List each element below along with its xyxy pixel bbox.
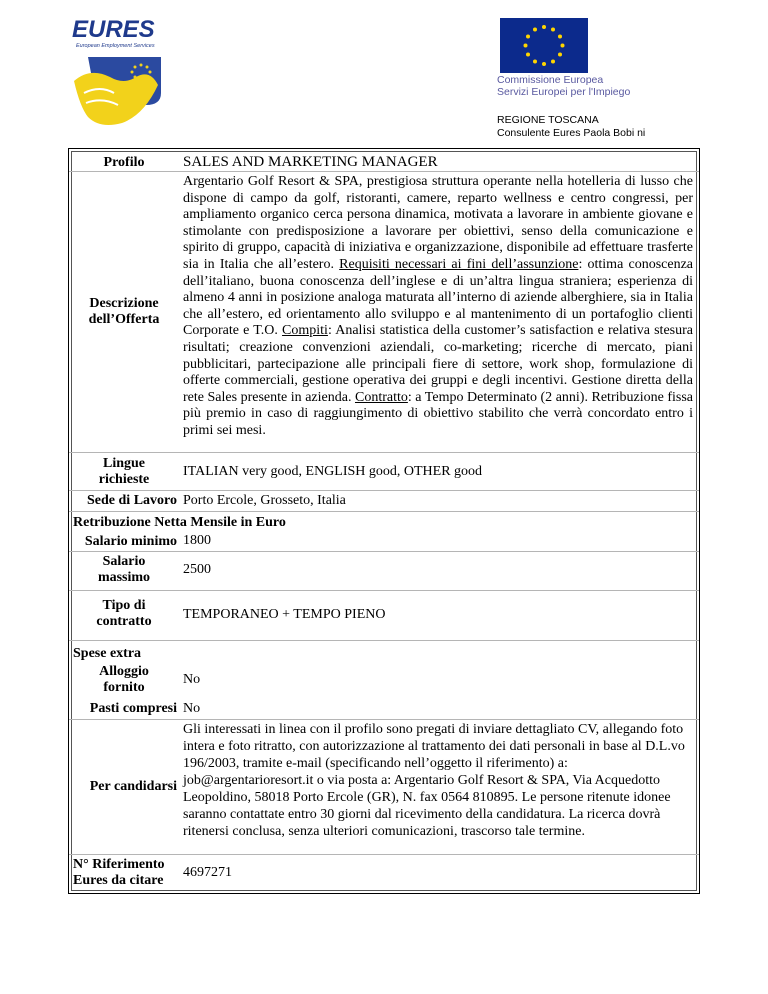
- divider: [69, 854, 699, 855]
- divider: [69, 551, 699, 552]
- divider: [69, 490, 699, 491]
- languages-label: [69, 456, 179, 488]
- reference-label-line2: Eures da citare: [73, 873, 164, 888]
- languages-label-line1: Lingue: [102, 456, 145, 471]
- contract-value: TEMPORANEO + TEMPO PIENO: [183, 607, 386, 622]
- extras-heading: Spese extra: [73, 646, 142, 661]
- description-label: [69, 296, 179, 328]
- eu-flag-icon: [500, 18, 588, 73]
- housing-label: [69, 664, 179, 696]
- reference-value: 4697271: [183, 865, 232, 880]
- description-text-3: : Analisi statistica della customer’s satisfaction e relativa stesura risultati; creazione convenzioni aziendali, co-marketing; ricerche di mercato, piani pubblicitari, partecipazione alle principali fiere di settore, work shop, formulazione di offerte commerciali, gestione operativa dei gruppi e degli incentivi. Gestione diretta della rete Sales presente in azienda.: [183, 323, 693, 405]
- divider: [69, 452, 699, 453]
- salary-max-label-line1: Salario: [102, 554, 146, 569]
- eu-commission-text: [497, 74, 630, 98]
- eures-logo: [66, 15, 186, 133]
- meals-value: No: [183, 701, 201, 716]
- profile-label: Profilo: [103, 155, 145, 170]
- divider: [69, 719, 699, 720]
- contract-label-line1: Tipo di: [102, 598, 146, 613]
- region-info: [497, 114, 645, 140]
- divider: [69, 590, 699, 591]
- housing-label-line2: fornito: [103, 680, 145, 695]
- eures-logo-text: EURES: [72, 16, 155, 43]
- profile-value: SALES AND MARKETING MANAGER: [183, 154, 438, 170]
- workplace-label: Sede di Lavoro: [87, 493, 177, 508]
- salary-min-value: 1800: [183, 533, 211, 548]
- description-value: [183, 174, 693, 440]
- contract-label-line2: contratto: [96, 614, 152, 629]
- eu-commission-line2: Servizi Europei per l'Impiego: [497, 86, 631, 98]
- description-text-4: : a Tempo Determinato (2 anni). Retribuzione fissa più premio in caso di raggiungimento di obiettivo stabilito che verrà concordato entro i primi sei mesi.: [183, 389, 694, 438]
- salary-max-label: [69, 554, 179, 586]
- reference-label-line1: N° Riferimento: [73, 857, 165, 872]
- apply-label: Per candidarsi: [89, 779, 177, 794]
- divider: [69, 171, 699, 172]
- reference-label: [73, 857, 183, 889]
- languages-value: ITALIAN very good, ENGLISH good, OTHER good: [183, 464, 483, 479]
- description-text-1: Argentario Golf Resort & SPA, prestigiosa struttura operante nella hotelleria di lusso che dispone di campo da golf, ristoranti, camere, reparto wellness e centro congressi, per ampliamento organico cerca persona dinamica, motivata a lavorare in ambiente giovane e stimolante con predisposizione a lavorare per obiettivi, senso della comunicazione e spirito di gruppo, capacità di iniziativa e organizzazione, disponibile ad effettuare trasferte sia in Italia che all’estero.: [183, 174, 693, 272]
- region-name: REGIONE TOSCANA: [497, 114, 599, 126]
- workplace-value: Porto Ercole, Grosseto, Italia: [183, 493, 346, 508]
- housing-value: No: [183, 672, 201, 687]
- job-offer-table: [68, 148, 700, 894]
- meals-label: Pasti compresi: [89, 701, 177, 716]
- consultant-name: Consulente Eures Paola Bobi ni: [497, 127, 646, 139]
- contract-heading: Contratto: [354, 389, 408, 405]
- contract-label: [69, 598, 179, 630]
- description-label-line2: dell’Offerta: [88, 312, 160, 327]
- divider: [69, 640, 699, 641]
- tasks-heading: Compiti: [282, 323, 328, 339]
- eu-commission-line1: Commissione Europea: [497, 74, 604, 86]
- housing-label-line1: Alloggio: [99, 664, 149, 679]
- salary-heading: Retribuzione Netta Mensile in Euro: [73, 515, 286, 530]
- salary-min-label: Salario minimo: [84, 534, 177, 549]
- description-text-2: : ottima conoscenza dell’italiano, buona conoscenza dell’inglese e di un’altra lingua straniera; esperienza di almeno 4 anni in posizione analoga maturata all’interno di aziende alberghiere, sia in Italia che all’estero, ed orientamento allo sviluppo e al mantenimento di un portafoglio clienti Corporate e T.O.: [183, 256, 693, 339]
- eures-logo-subtitle: European Employment Services: [76, 43, 155, 49]
- languages-label-line2: richieste: [98, 472, 150, 487]
- description-label-line1: Descrizione: [89, 296, 159, 311]
- salary-max-value: 2500: [183, 562, 211, 577]
- salary-max-label-line2: massimo: [97, 570, 151, 585]
- requirements-heading: Requisiti necessari ai fini dell’assunzione: [339, 256, 579, 272]
- divider: [69, 511, 699, 512]
- apply-value: Gli interessati in linea con il profilo sono pregati di inviare dettagliato CV, allegando foto intera e foto ritratto, con autorizzazione al trattamento dei dati personali in base al D.L.vo 196/2003, tramite e-mail (specificando nell’oggetto il riferimento) a: job@argentarioresort.it o via posta a: Argentario Golf Resort & SPA, Via Acquedotto Leopoldino, 58018 Porto Ercole (GR), N. fax 0564 810895. Le persone ritenute idonee saranno contattate entro 30 giorni dal ricevimento della candidatura. La ricerca dovrà ritenersi conclusa, senza ulteriori comunicazioni, trascorso tale termine.: [183, 722, 685, 839]
